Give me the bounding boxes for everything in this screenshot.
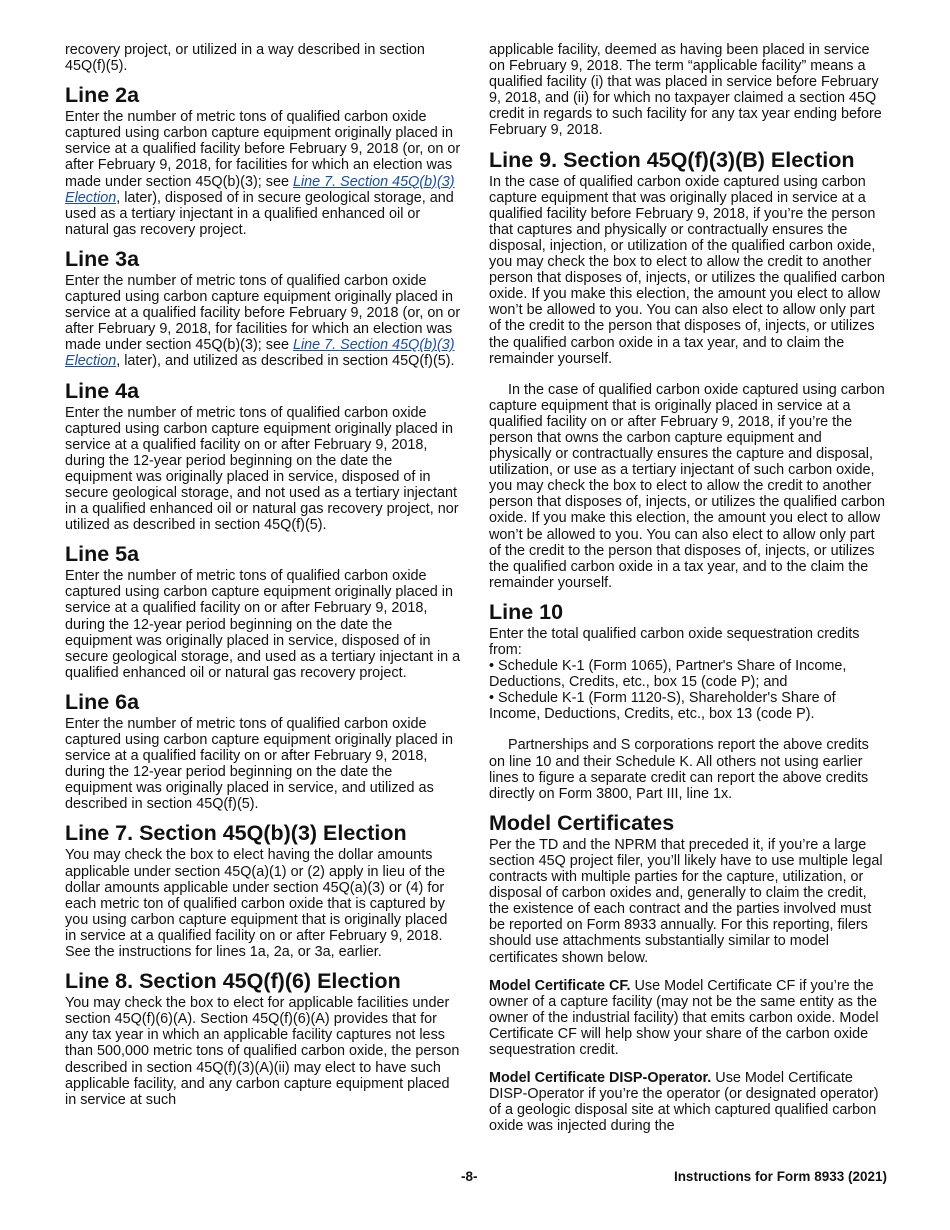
line-8-text: You may check the box to elect for applicable facilities under section 45Q(f)(6)(A). Section 45Q(f)(6)(A) provides that for any tax year in which an applicable facility captures not less than 500,000 metric tons of qualified carbon oxide, the person described in section 45Q(f)(3)(A)(ii) may elect to have such applicable facility, and any carbon capture equipment placed in service at such xyxy=(65,995,460,1108)
line-4a-text: Enter the number of metric tons of qualified carbon oxide captured using carbon capture equipment originally placed in service at a qualified facility on or after February 9, 2018, during the 12-year period beginning on the date the equipment was originally placed in service, disposed of in secure geological storage, and not used as a tertiary injectant in a qualified enhanced oil or natural gas recovery project, nor utilized as described in section 45Q(f)(5). xyxy=(65,404,459,534)
bullet-icon: • xyxy=(489,658,495,675)
heading-line-7: Line 7. Section 45Q(b)(3) Election xyxy=(65,821,407,846)
list-item: • Schedule K-1 (Form 1120-S), Shareholder's Share of Income, Deductions, Credits, etc., box 13 (code P). xyxy=(489,690,836,723)
line-3a-text: Enter the number of metric tons of qualified carbon oxide captured using carbon capture equipment originally placed in service at a qualified facility before February 9, 2018 (or, on or after February 9, 2018, for facilities for which an election was made under section 45Q(b)(3); see Line 7. Section 45Q(b)(3) Election, later), and utilized as described in section 45Q(f)(5). xyxy=(65,272,461,370)
list-item: • Schedule K-1 (Form 1065), Partner's Share of Income, Deductions, Credits, etc., box 15 (code P); and xyxy=(489,658,847,691)
footer-form-title: Instructions for Form 8933 (2021) xyxy=(673,1169,887,1184)
heading-line-2a: Line 2a xyxy=(65,83,140,108)
line-9-para-2: In the case of qualified carbon oxide captured using carbon capture equipment that is originally placed in service at a qualified facility on or after February 9, 2018, if you’re the person that owns the carbon capture equipment and physically or contractually ensures the capture and disposal, utilization, or use as a tertiary injectant of such carbon oxide, you may check the box to elect to allow the credit to another person that disposes of, injects, or utilizes the qualified carbon oxide. If you make this election, the amount you elect to allow won’t be allowed to you. You can also elect to allow only part of the credit to the person that disposes of, injects, or utilizes the qualified carbon oxide in a tax year, and to the claim the remainder yourself. xyxy=(489,381,885,591)
line-2a-text: Enter the number of metric tons of qualified carbon oxide captured using carbon capture equipment originally placed in service at a qualified facility before February 9, 2018 (or, on or after February 9, 2018, for facilities for which an election was made under section 45Q(b)(3); see Line 7. Section 45Q(b)(3) Election, later), disposed of in secure geological storage, and used as a tertiary injectant in a qualified enhanced oil or natural gas recovery project. xyxy=(65,109,461,238)
model-certificate-cf: Model Certificate CF. Use Model Certificate CF if you’re the owner of a capture facility (may not be the same entity as the owner of the industrial facility) that emits carbon oxide. Model Certificate CF will help show your share of the carbon oxide sequestration credit. xyxy=(489,977,879,1058)
link-line-7-election[interactable]: Line 7. Section 45Q(b)(3) Election xyxy=(65,173,455,206)
line-10-intro: Enter the total qualified carbon oxide sequestration credits from: xyxy=(489,625,860,658)
heading-line-5a: Line 5a xyxy=(65,542,140,567)
heading-line-10: Line 10 xyxy=(489,599,564,624)
line-8-continued: applicable facility, deemed as having been placed in service on February 9, 2018. The term “applicable facility” means a qualified facility (i) that was placed in service before February 9, 2018, and (ii) for which no taxpayer claimed a section 45Q credit in regards to such facility for any tax year ending before February 9, 2018. xyxy=(489,42,882,139)
left-column xyxy=(65,42,461,1108)
line-7-text: You may check the box to elect having the dollar amounts applicable under section 45Q(a)(1) or (2) apply in lieu of the dollar amounts applicable under section 45Q(a)(3) or (4) for each metric ton of qualified carbon oxide that is captured by you using carbon capture equipment that is originally placed in service at a qualified facility on or after February 9, 2018. See the instructions for lines 1a, 2a, or 3a, earlier. xyxy=(65,847,448,961)
line-6a-text: Enter the number of metric tons of qualified carbon oxide captured using carbon capture equipment originally placed in service at a qualified facility on or after February 9, 2018, during the 12-year period beginning on the date the equipment was originally placed in service, and utilized as described in section 45Q(f)(5). xyxy=(65,715,453,813)
heading-line-8: Line 8. Section 45Q(f)(6) Election xyxy=(65,969,401,994)
intro-tail: recovery project, or utilized in a way described in section 45Q(f)(5). xyxy=(65,42,425,75)
heading-model-certificates: Model Certificates xyxy=(489,810,675,835)
line-5a-text: Enter the number of metric tons of qualified carbon oxide captured using carbon capture equipment originally placed in service at a qualified facility on or after February 9, 2018, during the 12-year period beginning on the date the equipment was originally placed in service, disposed of in secure geological storage, and used as a tertiary injectant in a qualified enhanced oil or natural gas recovery project. xyxy=(65,568,461,681)
model-certificates-text: Per the TD and the NPRM that preceded it, if you’re a large section 45Q project filer, you’ll likely have to use multiple legal contracts with multiple parties for the capture, utilization, or disposal of carbon oxides and, generally to claim the credit, the existence of each contract and the parties involved must be reported on Form 8933 annually. For this reporting, filers should use attachments substantially similar to model certificates shown below. xyxy=(489,836,883,966)
heading-line-3a: Line 3a xyxy=(65,246,140,271)
heading-line-4a: Line 4a xyxy=(65,378,140,403)
link-line-7-election[interactable]: Line 7. Section 45Q(b)(3) Election xyxy=(65,337,455,370)
line-10-para: Partnerships and S corporations report the above credits on line 10 and their Schedule K. All others not using earlier lines to figure a separate credit can report the above credits directly on Form 3800, Part III, line 1x. xyxy=(489,737,869,802)
page-number: -8- xyxy=(461,1169,478,1184)
bullet-icon: • xyxy=(489,690,495,707)
heading-line-9: Line 9. Section 45Q(f)(3)(B) Election xyxy=(489,147,855,172)
right-column xyxy=(489,42,887,1134)
runin-heading-cf: Model Certificate CF. xyxy=(489,977,631,994)
runin-heading-disp: Model Certificate DISP-Operator. xyxy=(489,1070,712,1087)
model-certificate-disp: Model Certificate DISP-Operator. Use Model Certificate DISP-Operator if you’re the operator (or designated operator) of a geologic disposal site at which captured qualified carbon oxide was injected during the xyxy=(489,1070,879,1135)
line-9-para-1: In the case of qualified carbon oxide captured using carbon capture equipment that was originally placed in service at a qualified facility before February 9, 2018, if you’re the person that captures and physically or contractually ensures the disposal, injection, or utilization of the qualified carbon oxide, you may check the box to elect to allow the credit to another person that disposes of, injects, or utilizes the qualified carbon oxide. If you make this election, the amount you elect to allow won’t be allowed to you. You can also elect to allow only part of the credit to the person that disposes of, injects, or utilizes the qualified carbon oxide in a tax year, and to claim the remainder yourself. xyxy=(489,173,885,367)
heading-line-6a: Line 6a xyxy=(65,689,140,714)
